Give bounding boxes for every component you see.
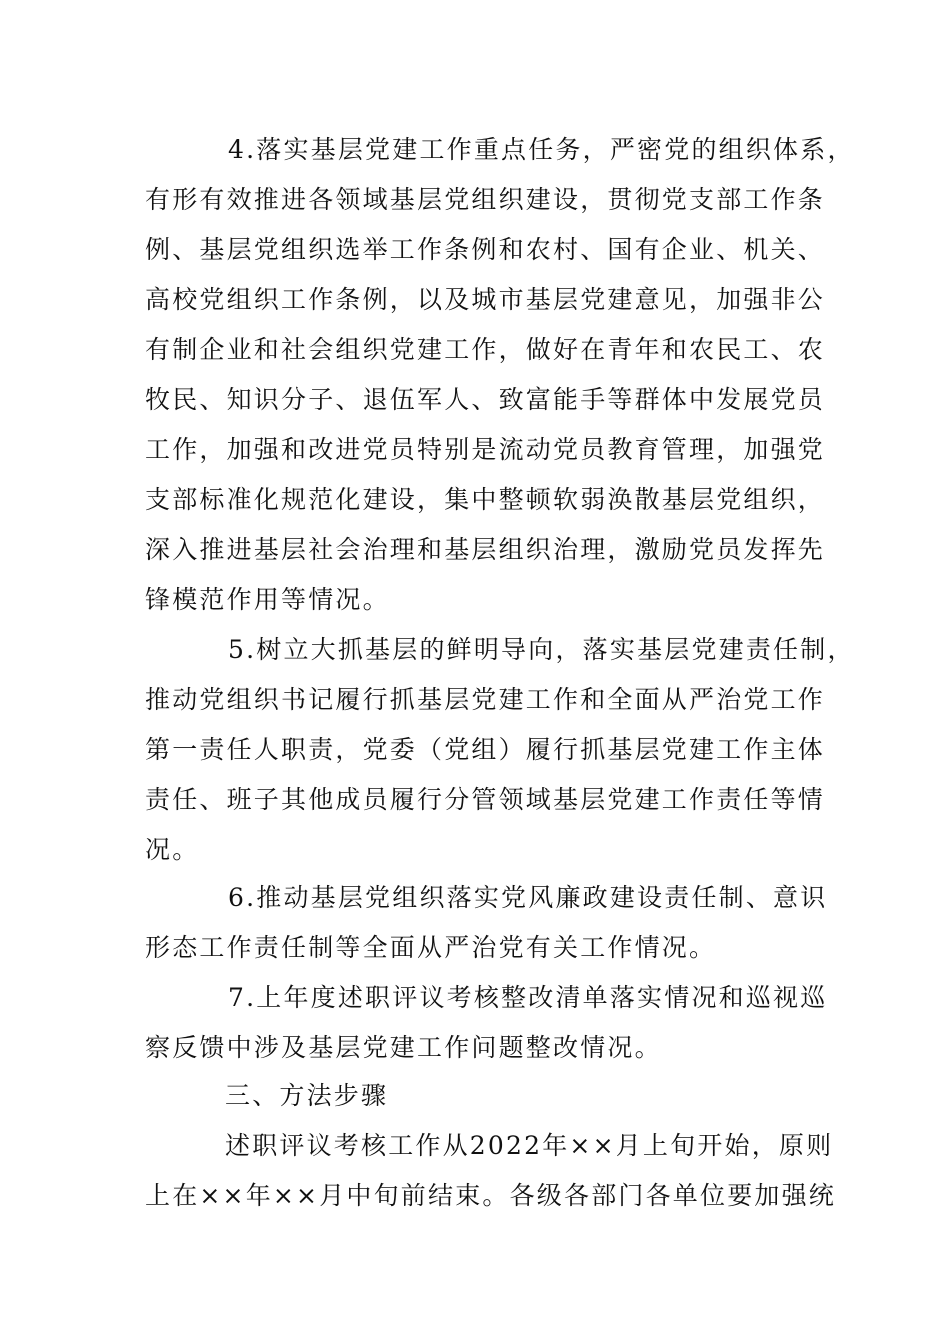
item-5-line-1: 5.树立大抓基层的鲜明导向，落实基层党建责任制， [228, 635, 855, 664]
item-4-line-2: 有形有效推进各领域基层党组织建设，贯彻党支部工作条 [145, 185, 826, 214]
item-4-line-10: 锋模范作用等情况。 [145, 585, 390, 614]
methods-paragraph-line-2: 上在××年××月中旬前结束。各级各部门各单位要加强统 [145, 1181, 836, 1210]
item-7-line-2: 察反馈中涉及基层党建工作问题整改情况。 [145, 1033, 662, 1062]
item-5-line-3: 第一责任人职责，党委（党组）履行抓基层党建工作主体 [145, 735, 826, 764]
methods-paragraph-line-1: 述职评议考核工作从2022年××月上旬开始，原则 [225, 1131, 834, 1160]
item-4-line-5: 有制企业和社会组织党建工作，做好在青年和农民工、农 [145, 335, 826, 364]
section-heading-methods: 三、方法步骤 [225, 1081, 389, 1110]
item-5-line-4: 责任、班子其他成员履行分管领域基层党建工作责任等情 [145, 785, 826, 814]
item-4-line-1: 4.落实基层党建工作重点任务，严密党的组织体系， [228, 135, 855, 164]
item-5-line-2: 推动党组织书记履行抓基层党建工作和全面从严治党工作 [145, 685, 826, 714]
item-4-line-8: 支部标准化规范化建设，集中整顿软弱涣散基层党组织， [145, 485, 826, 514]
item-6-line-1: 6.推动基层党组织落实党风廉政建设责任制、意识 [228, 883, 828, 912]
item-4-line-6: 牧民、知识分子、退伍军人、致富能手等群体中发展党员 [145, 385, 826, 414]
item-4-line-9: 深入推进基层社会治理和基层组织治理，激励党员发挥先 [145, 535, 826, 564]
item-6-line-2: 形态工作责任制等全面从严治党有关工作情况。 [145, 933, 717, 962]
item-4-line-3: 例、基层党组织选举工作条例和农村、国有企业、机关、 [145, 235, 826, 264]
item-5-line-5: 况。 [145, 835, 200, 864]
item-4-line-7: 工作，加强和改进党员特别是流动党员教育管理，加强党 [145, 435, 826, 464]
item-7-line-1: 7.上年度述职评议考核整改清单落实情况和巡视巡 [228, 983, 828, 1012]
item-4-line-4: 高校党组织工作条例，以及城市基层党建意见，加强非公 [145, 285, 826, 314]
